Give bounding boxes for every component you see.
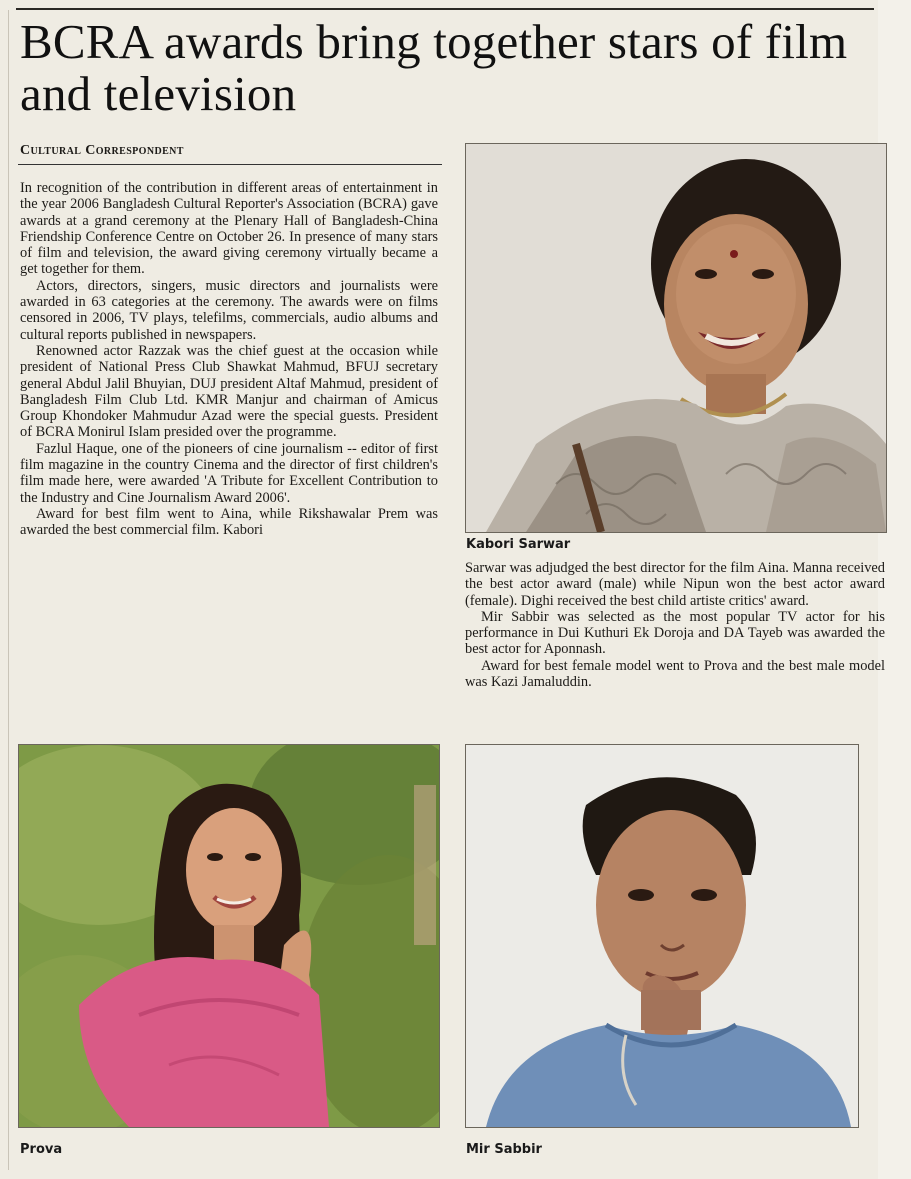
portrait-woman-saree-icon: [466, 144, 886, 532]
photo-caption-prova: Prova: [20, 1142, 63, 1157]
paragraph: Award for best female model went to Prova and the best male model was Kazi Jamaluddin.: [465, 657, 885, 691]
paragraph: Sarwar was adjudged the best director for the film Aina. Manna received the best actor award (male) while Nipun won the best actor award (female). Dighi received the best child artiste critics' award.: [465, 560, 885, 609]
photo-caption-mir-sabbir: Mir Sabbir: [466, 1142, 542, 1157]
paragraph: Actors, directors, singers, music directors and journalists were awarded in 63 categories at the ceremony. The awards were on films censored in 2006, TV plays, telefilms, commercials, audio albums and cultural reports published in newspapers.: [20, 277, 438, 343]
paragraph: Fazlul Haque, one of the pioneers of cine journalism -- editor of first film magazine in the country Cinema and the director of first children's film made here, were awarded 'A Tribute for Excellent Contribution to the Industry and Cine Journalism Award 2006'.: [20, 440, 438, 506]
prova-photo: [18, 744, 440, 1128]
paragraph: Renowned actor Razzak was the chief guest at the occasion while president of National Press Club Shawkat Mahmud, BFUJ secretary general Abdul Jalil Bhuyian, DUJ president Altaf Mahmud, president of Bangladesh Film Club Ltd. KMR Manjur and chairman of Amicus Group Khondoker Mahmudur Azad were the special guests. President of BCRA Monirul Islam presided over the programme.: [20, 342, 438, 441]
kabori-sarwar-photo: [465, 143, 887, 533]
mir-sabbir-photo: [465, 744, 859, 1128]
paragraph: Mir Sabbir was selected as the most popular TV actor for his performance in Dui Kuthuri Ek Doroja and DA Tayeb was awarded the best actor for Aponnash.: [465, 608, 885, 658]
portrait-woman-pink-top-icon: [19, 745, 439, 1127]
top-rule: [16, 8, 874, 10]
page-edge-line: [8, 10, 9, 1170]
left-text-column: [20, 180, 438, 539]
article-headline: BCRA awards bring together stars of film and television: [20, 14, 848, 121]
paragraph: Award for best film went to Aina, while Rikshawalar Prem was awarded the best commercial film. Kabori: [20, 505, 438, 539]
portrait-man-blue-tshirt-icon: [466, 745, 858, 1127]
paragraph: In recognition of the contribution in different areas of entertainment in the year 2006 Bangladesh Cultural Reporter's Association (BCRA) gave awards at a grand ceremony at the Plenary Hall of Bangladesh-China Friendship Conference Centre on October 26. In presence of many stars of film and television, the award giving ceremony virtually became a get together for them.: [20, 180, 438, 278]
article-byline: Cultural Correspondent: [20, 143, 184, 158]
byline-rule: [18, 164, 442, 165]
photo-caption-kabori: Kabori Sarwar: [466, 537, 571, 552]
right-text-column: [465, 560, 885, 690]
